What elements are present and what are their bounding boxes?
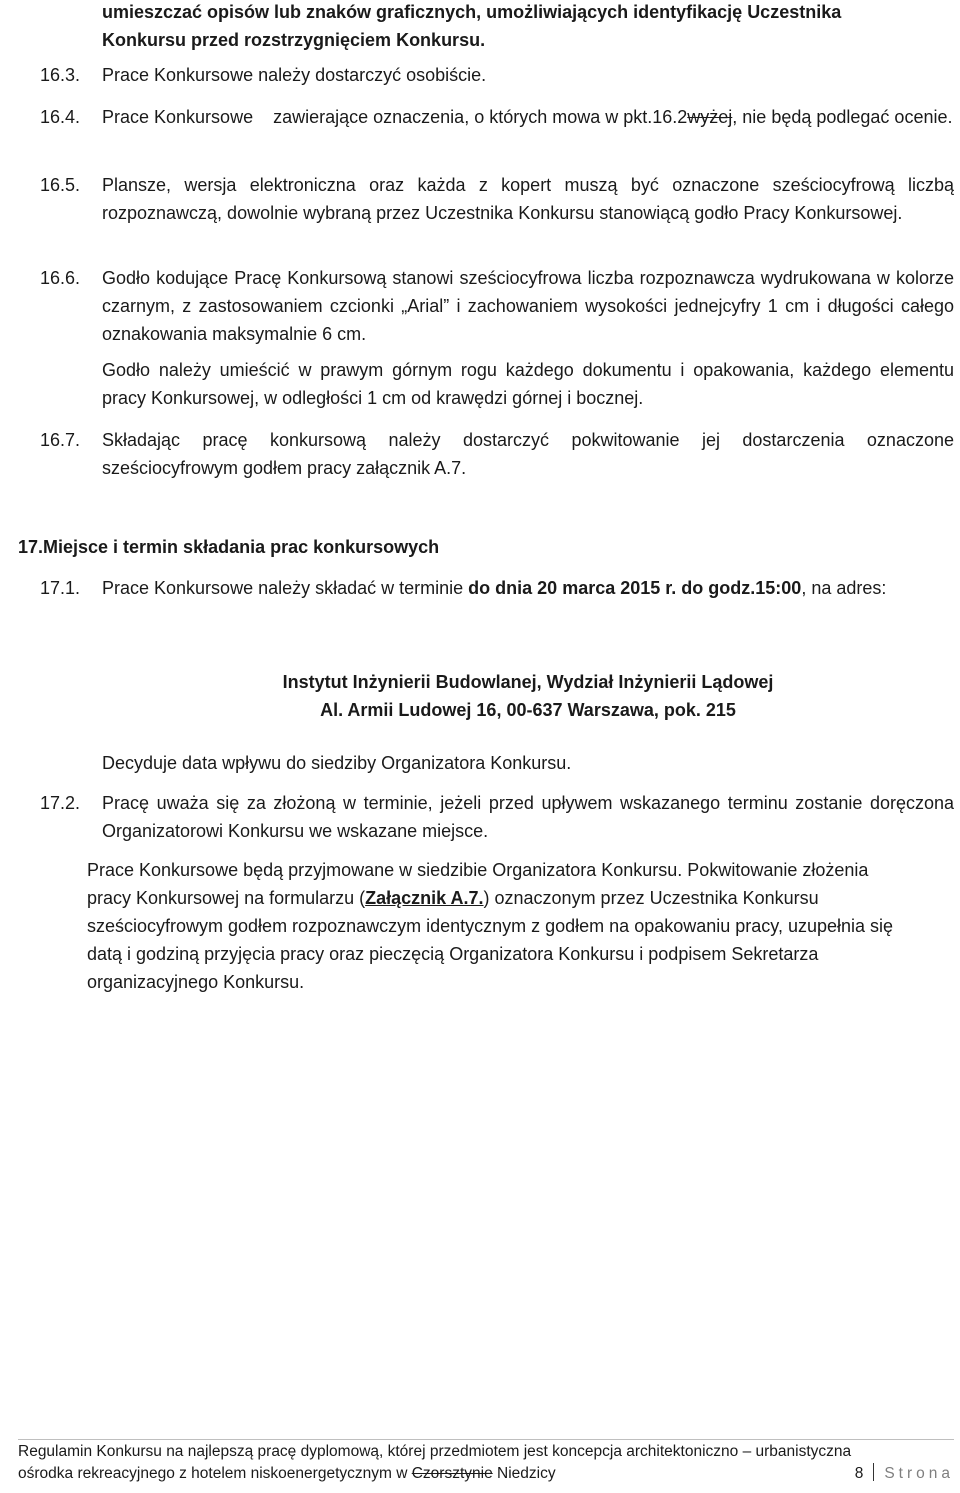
text-part: ośrodka rekreacyjnego z hotelem niskoenergetycznym w (18, 1465, 412, 1482)
section-text: Składając pracę konkursową należy dostarczyć pokwitowanie jej dostarczenia oznaczone sześciocyfrowym godłem pracy załącznik A.7. (102, 430, 954, 478)
section-number: 16.3. (40, 65, 81, 85)
section-16-3 (40, 61, 954, 89)
submission-paragraph (87, 856, 907, 996)
section-16-5 (40, 171, 954, 227)
section-17-heading (18, 533, 954, 561)
address-line-2: Al. Armii Ludowej 16, 00-637 Warszawa, pok. 215 (320, 700, 736, 720)
address-block (102, 668, 954, 724)
attachment-reference: Załącznik A.7. (365, 888, 484, 908)
text-part: Prace Konkursowe zawierające oznaczenia, o których mowa w pkt.16.2 (102, 107, 688, 127)
section-text: Godło kodujące Pracę Konkursową stanowi sześciocyfrowa liczba rozpoznawcza wydrukowana w kolorze czarnym, z zastosowaniem czcionki „Arial” i zachowaniem wysokości jednejcyfry 1 cm i długości całego oznakowania maksymalnie 6 cm. (102, 268, 954, 344)
section-text: Prace Konkursowe należy dostarczyć osobiście. (102, 65, 487, 85)
page-footer (18, 1441, 954, 1485)
struck-text: wyżej (687, 107, 733, 127)
page-separator (873, 1463, 874, 1481)
section-text: Pracę uważa się za złożoną w terminie, jeżeli przed upływem wskazanego terminu zostanie doręczona Organizatorowi Konkursu we wskazane miejsce. (102, 793, 954, 841)
heading-title: Miejsce i termin składania prac konkursowych (43, 537, 440, 557)
deadline: do dnia 20 marca 2015 r. do godz.15:00 (468, 578, 802, 598)
decision-note: Decyduje data wpływu do siedziby Organizatora Konkursu. (102, 753, 572, 773)
section-number: 16.5. (40, 175, 81, 195)
footer-line-2 (18, 1463, 954, 1485)
section-text (102, 103, 954, 131)
section-number: 16.4. (40, 107, 81, 127)
section-text (102, 574, 954, 602)
page-label: Strona (884, 1465, 954, 1482)
text-part: Prace Konkursowe należy składać w terminie (102, 578, 469, 598)
page-number-block (855, 1463, 954, 1485)
section-16-6 (40, 264, 954, 412)
heading-number: 17. (18, 537, 44, 557)
text-part: Niedzicy (492, 1465, 556, 1482)
section-17-1 (40, 574, 954, 602)
footer-line-1: Regulamin Konkursu na najlepszą pracę dyplomową, której przedmiotem jest koncepcja architektoniczno – urbanistyczna (18, 1443, 852, 1460)
intro-line-2: Konkursu przed rozstrzygnięciem Konkursu. (102, 30, 486, 50)
page-number: 8 (854, 1465, 864, 1482)
intro-line-1: umieszczać opisów lub znaków graficznych, umożliwiających identyfikację Uczestnika (102, 2, 842, 22)
section-number: 16.7. (40, 430, 81, 450)
section-16-7 (40, 426, 954, 482)
section-number: 17.1. (40, 578, 81, 598)
section-number: 16.6. (40, 268, 81, 288)
footer-rule (18, 1439, 954, 1440)
struck-text: Czorsztynie (411, 1465, 493, 1482)
text-part: Prace Konkursowe będą przyjmowane w siedzibie Organizatora Konkursu. Pokwitowanie złożenia pracy Konkursowej na formularzu ( (87, 860, 869, 908)
text-part: ) oznaczonym przez Uczestnika Konkursu sześciocyfrowym godłem rozpoznawczym identycznym z godłem na opakowaniu pracy, uzupełnia się datą i godziną przyjęcia pracy oraz pieczęcią Organizatora Konkursu i podpisem Sekretarza organizacyjnego Konkursu. (87, 888, 894, 992)
text-part: , na adres: (801, 578, 887, 598)
section-text-2: Godło należy umieścić w prawym górnym rogu każdego dokumentu i opakowania, każdego elementu pracy Konkursowej, w odległości 1 cm od krawędzi górnej i bocznej. (102, 360, 954, 408)
section-text: Plansze, wersja elektroniczna oraz każda z kopert muszą być oznaczone sześciocyfrową liczbą rozpoznawczą, dowolnie wybraną przez Uczestnika Konkursu stanowiącą godło Pracy Konkursowej. (102, 175, 954, 223)
section-number: 17.2. (40, 793, 81, 813)
address-line-1: Instytut Inżynierii Budowlanej, Wydział Inżynierii Lądowej (282, 672, 774, 692)
text-part: , nie będą podlegać ocenie. (732, 107, 953, 127)
section-16-4 (40, 103, 954, 131)
section-17-2 (40, 789, 954, 845)
intro-paragraph (102, 0, 954, 54)
